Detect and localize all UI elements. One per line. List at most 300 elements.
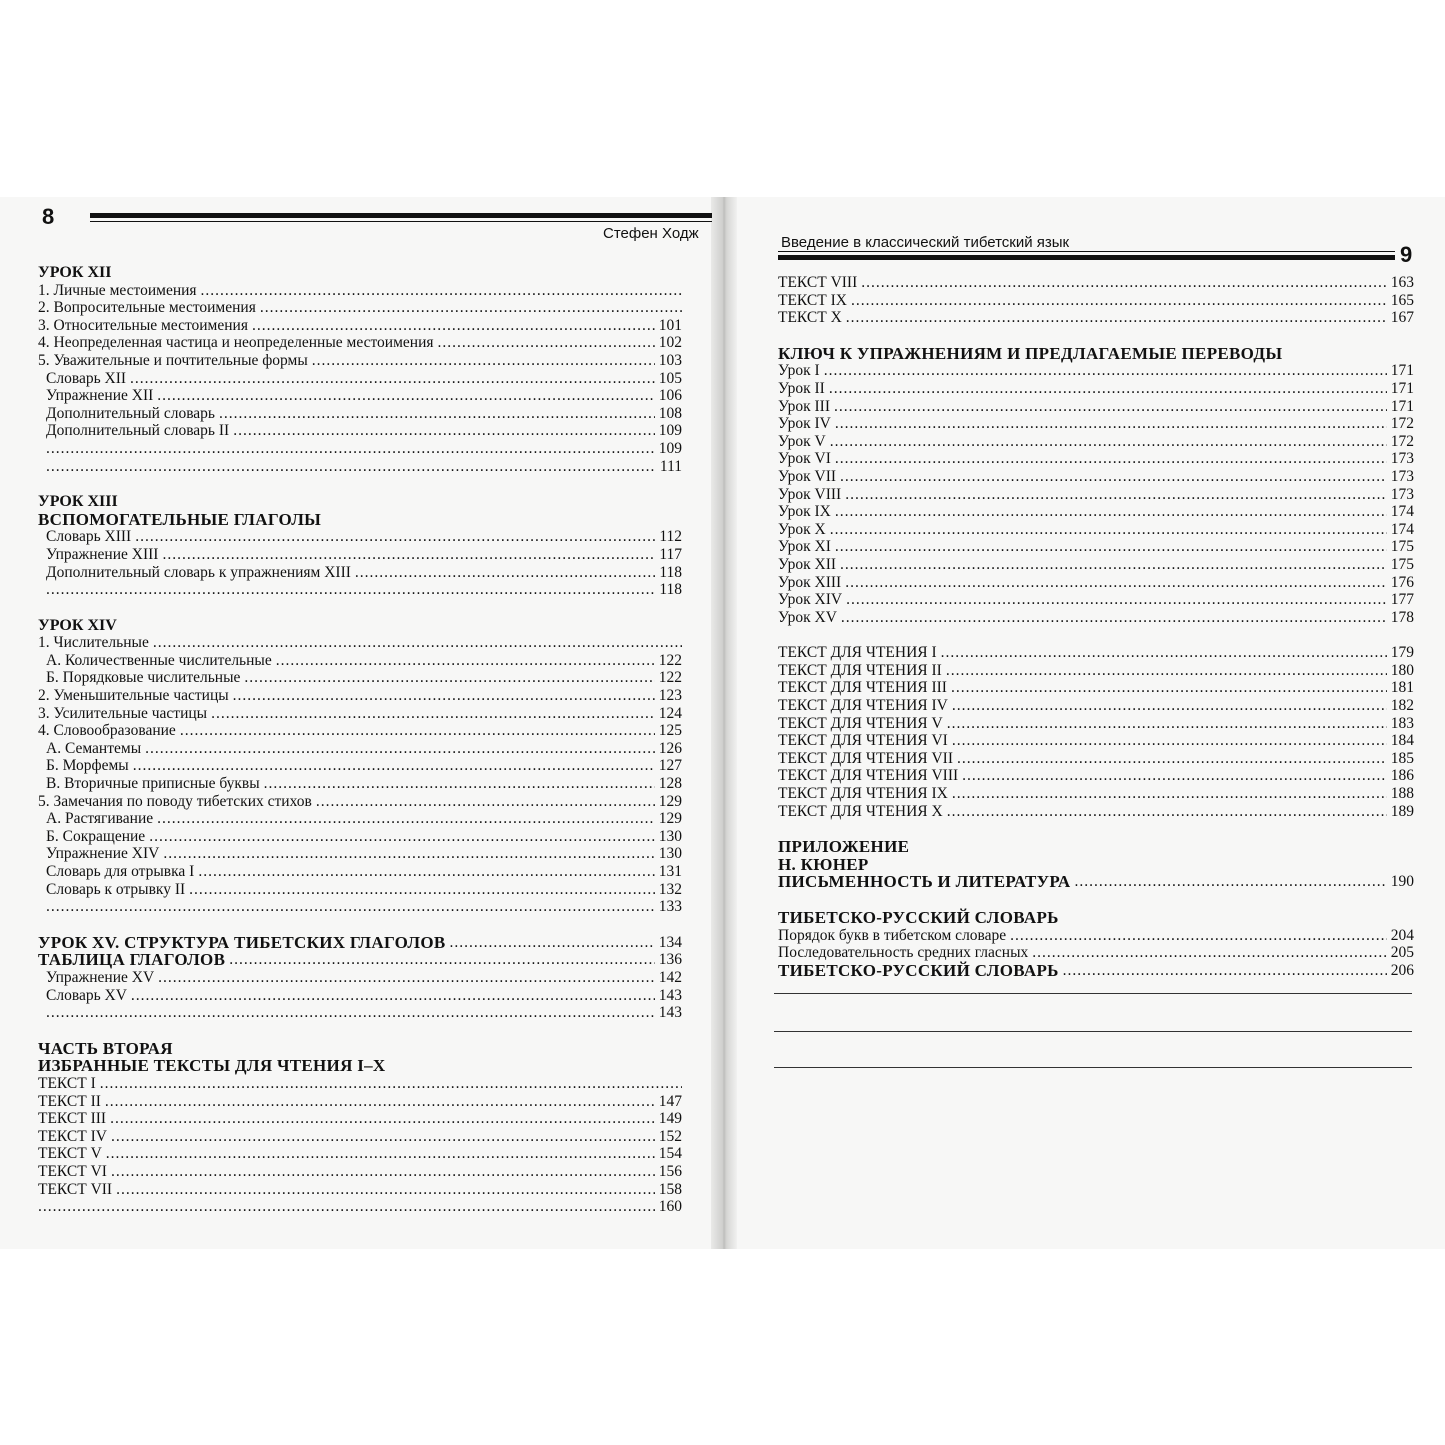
- dot-leader: [110, 1110, 655, 1128]
- toc-entry: [38, 845, 682, 863]
- toc-entry: [778, 345, 1414, 363]
- toc-entry-label: А. Количественные числительные: [46, 651, 272, 669]
- toc-entry: [778, 538, 1414, 556]
- toc-entry-page: 204: [1390, 926, 1414, 944]
- toc-entry-label: Словарь XII: [46, 369, 127, 387]
- toc-entry-page: 142: [658, 968, 682, 986]
- dictionary-box-rule-2: [774, 1067, 1412, 1068]
- toc-entry: [778, 750, 1414, 768]
- toc-entry-label: ПРИЛОЖЕНИЕ: [778, 837, 910, 857]
- left-table-of-contents: [38, 264, 682, 1216]
- toc-entry: [778, 468, 1414, 486]
- toc-entry: [38, 1004, 682, 1022]
- toc-entry-page: 172: [1390, 432, 1414, 450]
- toc-entry-page: 131: [658, 863, 682, 880]
- dot-leader: [946, 662, 1387, 680]
- toc-entry: [38, 458, 682, 476]
- dot-leader: [1010, 927, 1387, 945]
- toc-entry: [38, 334, 682, 352]
- toc-entry: [38, 405, 682, 423]
- toc-entry-label: ПИСЬМЕННОСТЬ И ЛИТЕРАТУРА: [778, 872, 1071, 892]
- toc-entry-page: 179: [1390, 644, 1414, 662]
- toc-entry: [38, 1057, 682, 1075]
- toc-entry-page: 156: [658, 1162, 682, 1180]
- toc-entry-label: ТЕКСТ VIII: [778, 274, 858, 291]
- toc-entry-page: 176: [1390, 573, 1414, 591]
- toc-entry: [38, 934, 682, 952]
- toc-entry-label: ТЕКСТ III: [38, 1110, 107, 1128]
- toc-entry-page: 136: [658, 951, 682, 969]
- toc-entry-page: 160: [658, 1198, 682, 1216]
- dot-leader: [845, 574, 1387, 592]
- dot-leader: [952, 732, 1387, 750]
- toc-entry-label: Словарь для отрывка I: [46, 863, 195, 880]
- right-header-rule-thin: [778, 251, 1395, 252]
- dot-leader: [835, 415, 1387, 433]
- dot-leader: [145, 740, 655, 758]
- toc-entry-label: КЛЮЧ К УПРАЖНЕНИЯМ И ПРЕДЛАГАЕМЫЕ ПЕРЕВОДЫ: [778, 343, 1283, 363]
- dot-leader: [135, 528, 655, 546]
- toc-entry-label: А. Растягивание: [46, 810, 154, 828]
- toc-entry: [778, 521, 1414, 539]
- toc-entry-page: 173: [1390, 450, 1414, 468]
- dot-leader: [130, 370, 655, 388]
- dot-leader: [851, 292, 1387, 310]
- toc-entry-label: Упражнение XIV: [46, 845, 160, 863]
- toc-entry-label: ТЕКСТ VII: [38, 1180, 113, 1198]
- book-gutter: [711, 197, 737, 1249]
- dot-leader: [947, 803, 1387, 821]
- toc-entry-page: 111: [659, 457, 682, 475]
- toc-entry-label: Б. Сокращение: [46, 827, 146, 845]
- toc-entry-page: 152: [658, 1127, 682, 1145]
- toc-entry-label: УРОК XIV: [38, 616, 117, 634]
- toc-entry-label: ТЕКСТ II: [38, 1092, 101, 1110]
- dot-leader: [116, 1181, 655, 1199]
- toc-entry-label: Урок VII: [778, 467, 837, 485]
- section-gap: [38, 475, 682, 493]
- toc-entry: [778, 362, 1414, 380]
- toc-entry-label: ТЕКСТ IV: [38, 1127, 107, 1145]
- dot-leader: [260, 299, 682, 317]
- dot-leader: [846, 309, 1387, 327]
- dot-leader: [438, 334, 655, 352]
- toc-entry-label: Упражнение XII: [46, 387, 154, 405]
- toc-entry-page: 134: [658, 933, 682, 951]
- toc-entry-label: 5. Замечания по поводу тибетских стихов: [38, 792, 312, 810]
- toc-entry-label: ТЕКСТ VI: [38, 1162, 107, 1180]
- toc-entry: [38, 1075, 682, 1093]
- toc-entry-label: ТЕКСТ ДЛЯ ЧТЕНИЯ IV: [778, 697, 948, 715]
- toc-entry: [778, 503, 1414, 521]
- toc-entry-page: 175: [1390, 555, 1414, 573]
- toc-entry-label: 3. Усилительные частицы: [38, 704, 208, 722]
- toc-entry-page: 122: [658, 669, 682, 687]
- toc-entry-page: 184: [1390, 732, 1414, 750]
- toc-entry: [38, 634, 682, 652]
- dot-leader: [46, 1004, 655, 1022]
- dot-leader: [829, 380, 1387, 398]
- toc-entry: [38, 863, 682, 881]
- toc-entry-label: Дополнительный словарь: [46, 404, 216, 422]
- toc-entry-label: 4. Неопределенная частица и неопределенные местоимения: [38, 334, 434, 352]
- dot-leader: [846, 591, 1387, 609]
- dot-leader: [157, 810, 655, 828]
- dot-leader: [211, 705, 655, 723]
- toc-entry-label: ТИБЕТСКО-РУССКИЙ СЛОВАРЬ: [778, 908, 1059, 927]
- dot-leader: [312, 352, 655, 370]
- dot-leader: [158, 969, 655, 987]
- dot-leader: [841, 609, 1387, 627]
- dot-leader: [105, 1093, 655, 1111]
- toc-entry-label: Б. Морфемы: [46, 757, 129, 775]
- toc-entry-label: ТЕКСТ ДЛЯ ЧТЕНИЯ X: [778, 802, 943, 820]
- toc-entry-page: 158: [658, 1180, 682, 1198]
- toc-entry: [778, 574, 1414, 592]
- toc-entry-label: 3. Относительные местоимения: [38, 316, 248, 334]
- toc-entry: [778, 433, 1414, 451]
- toc-entry: [778, 556, 1414, 574]
- toc-entry: [38, 264, 682, 282]
- toc-entry-page: 189: [1390, 802, 1414, 820]
- toc-entry: [38, 757, 682, 775]
- toc-entry: [38, 370, 682, 388]
- toc-entry-page: 174: [1390, 520, 1414, 538]
- toc-entry-page: 180: [1390, 661, 1414, 679]
- toc-entry: [38, 1198, 682, 1216]
- toc-entry-page: 117: [659, 545, 682, 563]
- toc-entry-label: ТАБЛИЦА ГЛАГОЛОВ: [38, 950, 226, 970]
- toc-entry-label: Урок XII: [778, 555, 837, 573]
- dot-leader: [38, 1198, 655, 1216]
- toc-entry: [38, 828, 682, 846]
- dot-leader: [189, 881, 655, 899]
- toc-entry-label: ТЕКСТ ДЛЯ ЧТЕНИЯ VIII: [778, 767, 959, 785]
- dot-leader: [1032, 944, 1386, 962]
- toc-entry-page: 132: [658, 880, 682, 898]
- toc-entry-page: 130: [658, 827, 682, 845]
- toc-entry-page: 102: [658, 334, 682, 352]
- toc-entry-label: Порядок букв в тибетском словаре: [778, 926, 1007, 944]
- toc-entry-label: Упражнение XV: [46, 968, 155, 986]
- toc-entry-page: 185: [1390, 749, 1414, 767]
- toc-entry-label: Урок IX: [778, 503, 831, 521]
- toc-entry-page: 129: [658, 792, 682, 810]
- left-header-rule: [90, 213, 712, 218]
- dot-leader: [46, 581, 655, 599]
- toc-entry-label: Б. Порядковые числительные: [46, 669, 241, 687]
- toc-entry-page: 149: [658, 1110, 682, 1128]
- toc-entry: [778, 309, 1414, 327]
- toc-entry-page: 130: [658, 845, 682, 863]
- toc-entry-label: Урок XV: [778, 608, 837, 626]
- toc-entry-page: 167: [1390, 309, 1414, 327]
- toc-entry-label: Словарь к отрывку II: [46, 880, 186, 898]
- left-page-number: 8: [42, 204, 55, 229]
- dot-leader: [951, 679, 1387, 697]
- toc-entry: [778, 785, 1414, 803]
- toc-entry: [38, 440, 682, 458]
- toc-entry-page: 112: [659, 528, 682, 546]
- toc-entry: [778, 679, 1414, 697]
- toc-entry: [38, 1093, 682, 1111]
- toc-entry-page: 122: [658, 651, 682, 669]
- dot-leader: [201, 282, 682, 300]
- toc-entry-label: ТЕКСТ ДЛЯ ЧТЕНИЯ V: [778, 714, 943, 732]
- toc-entry-label: Урок I: [778, 362, 820, 380]
- toc-entry-page: 128: [658, 775, 682, 793]
- toc-entry-page: 118: [659, 563, 682, 581]
- dot-leader: [824, 362, 1387, 380]
- toc-entry-label: Дополнительный словарь II: [46, 422, 230, 440]
- dot-leader: [952, 697, 1387, 715]
- toc-entry: [38, 1040, 682, 1058]
- toc-entry-label: 2. Вопросительные местоимения: [38, 299, 256, 317]
- toc-entry-label: Дополнительный словарь к упражнениям XIII: [46, 563, 351, 581]
- toc-entry: [778, 803, 1414, 821]
- toc-entry-page: 123: [658, 687, 682, 705]
- toc-entry-page: 101: [658, 316, 682, 334]
- toc-entry-page: 103: [658, 351, 682, 369]
- toc-entry-page: 108: [658, 404, 682, 422]
- toc-entry: [38, 1128, 682, 1146]
- toc-entry: [38, 617, 682, 635]
- toc-entry-page: 125: [658, 722, 682, 740]
- toc-entry: [778, 962, 1414, 980]
- toc-entry-page: 173: [1390, 485, 1414, 503]
- toc-entry-label: УРОК XIII: [38, 493, 118, 511]
- toc-entry-page: 174: [1390, 503, 1414, 521]
- dot-leader: [840, 556, 1387, 574]
- toc-entry-page: 171: [1390, 397, 1414, 415]
- toc-entry-page: 172: [1390, 415, 1414, 433]
- toc-entry: [38, 422, 682, 440]
- toc-entry-page: 143: [658, 1004, 682, 1022]
- toc-entry-page: 178: [1390, 608, 1414, 626]
- toc-entry: [778, 398, 1414, 416]
- toc-entry: [38, 705, 682, 723]
- dot-leader: [133, 757, 655, 775]
- dot-leader: [834, 398, 1387, 416]
- toc-entry: [38, 564, 682, 582]
- toc-entry-page: 175: [1390, 538, 1414, 556]
- toc-entry: [38, 775, 682, 793]
- toc-entry-page: 165: [1390, 291, 1414, 309]
- left-header-rule-thin: [90, 221, 712, 222]
- toc-entry-page: 154: [658, 1145, 682, 1163]
- dot-leader: [131, 987, 655, 1005]
- toc-entry-label: Упражнение XIII: [46, 545, 159, 563]
- toc-entry: [778, 591, 1414, 609]
- toc-entry-label: ЧАСТЬ ВТОРАЯ: [38, 1038, 173, 1058]
- toc-entry-page: 109: [658, 422, 682, 440]
- toc-entry: [778, 292, 1414, 310]
- toc-entry-page: 182: [1390, 697, 1414, 715]
- toc-entry: [38, 1145, 682, 1163]
- toc-entry: [38, 581, 682, 599]
- toc-entry: [778, 856, 1414, 874]
- toc-entry: [778, 644, 1414, 662]
- toc-entry-page: 133: [658, 898, 682, 916]
- dot-leader: [198, 863, 654, 881]
- section-gap: [38, 1022, 682, 1040]
- toc-entry-label: УРОК XV. СТРУКТУРА ТИБЕТСКИХ ГЛАГОЛОВ: [38, 932, 446, 952]
- toc-entry-label: Словарь XV: [46, 986, 127, 1004]
- toc-entry: [38, 669, 682, 687]
- toc-entry: [38, 546, 682, 564]
- toc-entry-label: Урок XI: [778, 538, 831, 556]
- left-running-head: Стефен Ходж: [603, 225, 699, 242]
- toc-entry: [38, 1163, 682, 1181]
- toc-entry: [38, 687, 682, 705]
- dot-leader: [947, 715, 1387, 733]
- section-gap: [38, 916, 682, 934]
- toc-entry: [38, 652, 682, 670]
- right-header-rule: [778, 255, 1395, 260]
- toc-entry: [38, 1181, 682, 1199]
- dot-leader: [111, 1163, 655, 1181]
- toc-entry-page: 147: [658, 1092, 682, 1110]
- toc-entry: [778, 415, 1414, 433]
- toc-entry-page: 183: [1390, 714, 1414, 732]
- dictionary-box-rule-1: [774, 1031, 1412, 1032]
- toc-entry-label: Урок VIII: [778, 485, 842, 503]
- toc-entry-label: ТЕКСТ I: [38, 1074, 96, 1092]
- toc-entry-label: ТЕКСТ ДЛЯ ЧТЕНИЯ VII: [778, 749, 953, 767]
- right-running-head: Введение в классический тибетский язык: [781, 234, 1070, 251]
- toc-entry-label: Урок IV: [778, 415, 831, 433]
- toc-entry-label: ВСПОМОГАТЕЛЬНЫЕ ГЛАГОЛЫ: [38, 509, 322, 529]
- toc-entry: [38, 528, 682, 546]
- toc-entry-label: ТЕКСТ ДЛЯ ЧТЕНИЯ VI: [778, 732, 948, 750]
- dot-leader: [219, 405, 655, 423]
- toc-entry-label: 1. Числительные: [38, 634, 149, 652]
- toc-entry: [38, 1110, 682, 1128]
- dot-leader: [835, 450, 1387, 468]
- toc-entry-page: 177: [1390, 591, 1414, 609]
- toc-entry: [778, 380, 1414, 398]
- toc-entry-label: 5. Уважительные и почтительные формы: [38, 351, 308, 369]
- toc-entry-page: 190: [1390, 873, 1414, 891]
- toc-entry-page: 171: [1390, 362, 1414, 380]
- toc-entry: [38, 722, 682, 740]
- toc-entry-label: В. Вторичные приписные буквы: [46, 775, 260, 793]
- toc-entry: [38, 793, 682, 811]
- toc-entry-page: 186: [1390, 767, 1414, 785]
- dot-leader: [962, 767, 1387, 785]
- dot-leader: [46, 898, 655, 916]
- toc-entry-page: 188: [1390, 785, 1414, 803]
- right-page-number: 9: [1400, 242, 1413, 267]
- toc-entry: [778, 927, 1414, 945]
- toc-entry-label: ТЕКСТ ДЛЯ ЧТЕНИЯ II: [778, 661, 942, 679]
- toc-entry-label: ТЕКСТ ДЛЯ ЧТЕНИЯ III: [778, 679, 947, 697]
- toc-entry-label: ИЗБРАННЫЕ ТЕКСТЫ ДЛЯ ЧТЕНИЯ I–X: [38, 1056, 386, 1076]
- toc-entry-page: 181: [1390, 679, 1414, 697]
- dot-leader: [355, 564, 655, 582]
- dot-leader: [46, 458, 656, 476]
- dot-leader: [233, 687, 655, 705]
- toc-entry-label: ТИБЕТСКО-РУССКИЙ СЛОВАРЬ: [778, 960, 1059, 980]
- toc-entry: [778, 662, 1414, 680]
- toc-entry-label: Урок VI: [778, 450, 831, 468]
- dot-leader: [264, 775, 655, 793]
- toc-entry: [778, 767, 1414, 785]
- toc-entry-label: Урок X: [778, 520, 826, 538]
- dot-leader: [316, 793, 655, 811]
- toc-entry: [38, 299, 682, 317]
- dot-leader: [952, 785, 1387, 803]
- dot-leader: [830, 433, 1387, 451]
- dot-leader: [180, 722, 655, 740]
- toc-entry-page: 173: [1390, 467, 1414, 485]
- dot-leader: [840, 468, 1387, 486]
- toc-entry-page: 171: [1390, 379, 1414, 397]
- toc-entry-label: ТЕКСТ X: [778, 309, 842, 327]
- dot-leader: [229, 951, 655, 969]
- toc-entry: [38, 881, 682, 899]
- dot-leader: [957, 750, 1387, 768]
- dot-leader: [46, 440, 655, 458]
- toc-entry: [778, 909, 1414, 927]
- toc-entry: [38, 969, 682, 987]
- toc-entry-label: 1. Личные местоимения: [38, 281, 197, 299]
- toc-entry: [778, 274, 1414, 292]
- dot-leader: [276, 652, 655, 670]
- toc-entry: [778, 450, 1414, 468]
- toc-entry: [778, 715, 1414, 733]
- toc-entry-page: 129: [658, 810, 682, 828]
- toc-entry: [38, 951, 682, 969]
- toc-entry-label: Урок II: [778, 379, 825, 397]
- dot-leader: [835, 538, 1387, 556]
- toc-entry-label: ТЕКСТ V: [38, 1145, 102, 1163]
- toc-entry-page: 206: [1390, 961, 1414, 979]
- dot-leader: [153, 634, 682, 652]
- toc-entry-label: ТЕКСТ ДЛЯ ЧТЕНИЯ I: [778, 644, 937, 662]
- right-table-of-contents: [778, 274, 1414, 979]
- section-gap: [778, 820, 1414, 838]
- toc-entry: [778, 838, 1414, 856]
- toc-entry-label: Последовательность средних гласных: [778, 944, 1029, 962]
- toc-entry-label: Урок III: [778, 397, 831, 415]
- toc-entry: [778, 732, 1414, 750]
- toc-entry: [38, 511, 682, 529]
- dot-leader: [149, 828, 655, 846]
- toc-entry-page: 143: [658, 986, 682, 1004]
- toc-entry-page: 105: [658, 369, 682, 387]
- dot-leader: [163, 845, 654, 863]
- dot-leader: [111, 1128, 655, 1146]
- toc-entry-label: 2. Уменьшительные частицы: [38, 687, 229, 705]
- toc-entry: [778, 697, 1414, 715]
- toc-entry: [38, 387, 682, 405]
- toc-entry-label: Урок V: [778, 432, 826, 450]
- toc-entry-label: ТЕКСТ ДЛЯ ЧТЕНИЯ IX: [778, 785, 948, 803]
- dot-leader: [100, 1075, 682, 1093]
- dot-leader: [244, 669, 654, 687]
- toc-entry-label: УРОК XII: [38, 264, 112, 281]
- dot-leader: [162, 546, 655, 564]
- toc-entry: [38, 987, 682, 1005]
- dot-leader: [941, 644, 1387, 662]
- toc-entry-page: 127: [658, 757, 682, 775]
- toc-entry-label: А. Семантемы: [46, 739, 142, 757]
- dot-leader: [845, 486, 1387, 504]
- dot-leader: [861, 274, 1387, 292]
- toc-entry-label: ТЕКСТ IX: [778, 291, 847, 309]
- section-gap: [38, 599, 682, 617]
